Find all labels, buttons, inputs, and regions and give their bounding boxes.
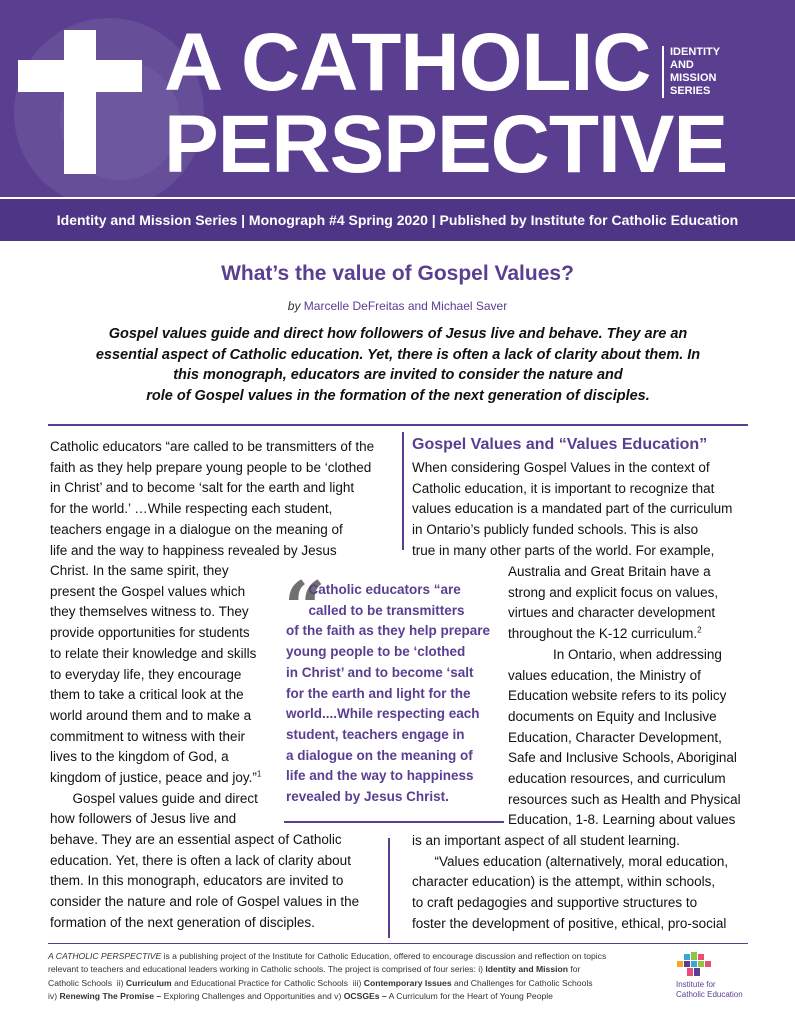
- right-column-narrow: Australia and Great Britain have a strong and explicit focus on values, virtues and character development throughout the K-12 curriculum.$^2$ In Ontario, when addressing values education, the Ministry of Education website refers to its policy documents on Equity and Inclusive Education, Character Development, Safe and Inclusive Schools, Aboriginal education resources, and curriculum resources such as Health and Physical Education, 1-8. Learning about values: [508, 564, 741, 828]
- left-column-narrow: Christ. In the same spirit, they present the Gospel values which they themselves witness to. They provide opportunities for students to relate their knowledge and skills to everyday life, they encourage them to take a critical look at the world around them and to make a commitment to witness with their lives to the kingdom of God, a kingdom of justice, peace and joy.”$^1$ Gospel values guide and direct how followers of Jesus live and: [50, 563, 262, 827]
- left-column-top: Catholic educators “are called to be transmitters of the faith as they help prepare young people to be ‘clothed in Christ’ and to become ‘salt for the earth and light for the world.’ …While respecting each student, teachers engage in a dialogue on the meaning of life and the way to happiness revealed by Jesus: [50, 439, 375, 558]
- authors: Marcelle DeFreitas and Michael Saver: [303, 299, 508, 313]
- pull-quote: [284, 565, 502, 822]
- divider-rule: [48, 424, 748, 426]
- footer-text: A CATHOLIC PERSPECTIVE is a publishing project of the Institute for Catholic Education, offered to encourage discussion and reflection on topics relevant to teachers and educational leaders working in Catholic schools. The project is comprised of four series: i) Identity and Mission for Catholic Schools ii) Curriculum and Educational Practice for Catholic Schools iii) Contemporary Issues and Challenges for Catholic Schools iv) Renewing The Promise – Exploring Challenges and Opportunities and v) OCSGEs – A Curriculum for the Heart of Young People: [48, 951, 607, 1001]
- section-heading: Gospel Values and “Values Education”: [412, 436, 708, 453]
- left-column-bottom: behave. They are an essential aspect of Catholic education. Yet, there is often a lack of clarity about them. In this monograph, educators are invited to consider the nature and role of Gospel values in the formation of the next generation of disciples.: [50, 832, 360, 930]
- lead-paragraph: Gospel values guide and direct how followers of Jesus live and behave. They are an essential aspect of Catholic education. Yet, there is often a lack of clarity about them. In this monograph, educators are invited to consider the nature and role of Gospel values in the formation of the next generation of disciples.: [95, 326, 701, 404]
- masthead-title-line2: PERSPECTIVE: [164, 99, 728, 190]
- right-column-top: When considering Gospel Values in the context of Catholic education, it is important to recognize that values education is a mandated part of the curriculum in Ontario’s publicly funded schools. This is also: [412, 460, 733, 538]
- logo-text: Institute for Catholic Education: [676, 980, 743, 999]
- right-column-line5: true in many other parts of the world. For example,: [412, 543, 715, 558]
- quote-mark-icon: “: [284, 565, 326, 650]
- masthead-title-line1: A CATHOLIC: [164, 17, 651, 108]
- pull-quote-text: Catholic educators “are called to be transmitters of the faith as they help prepare young people to be ‘clothed in Christ’ and to become ‘salt for the earth and light for the world....While respecting each student, teachers engage in a dialogue on the meaning of life and the way to happiness revealed by Jesus Christ.: [286, 582, 491, 805]
- article-title: What’s the value of Gospel Values?: [221, 262, 574, 285]
- series-tag: IDENTITY AND MISSION SERIES: [662, 46, 732, 98]
- masthead: [0, 0, 795, 197]
- column-divider-lower: [388, 838, 390, 938]
- footer-rule: [48, 943, 748, 944]
- subheader-bar: [0, 197, 795, 241]
- column-divider: [402, 432, 404, 550]
- subheader-text: Identity and Mission Series | Monograph #4 Spring 2020 | Published by Institute for Catholic Education: [56, 212, 739, 228]
- pull-quote-rule: [284, 821, 504, 823]
- footnote-ref: 1: [256, 769, 262, 779]
- byline: by Marcelle DeFreitas and Michael Saver: [287, 299, 508, 313]
- cross-icon: [0, 0, 160, 197]
- footnote-ref: 2: [697, 625, 702, 635]
- right-column-bottom: is an important aspect of all student learning. “Values education (alternatively, moral education, character education) is the attempt, within schools, to craft pedagogies and supportive structures to foster the development of positive, ethical, pro-social: [412, 833, 729, 931]
